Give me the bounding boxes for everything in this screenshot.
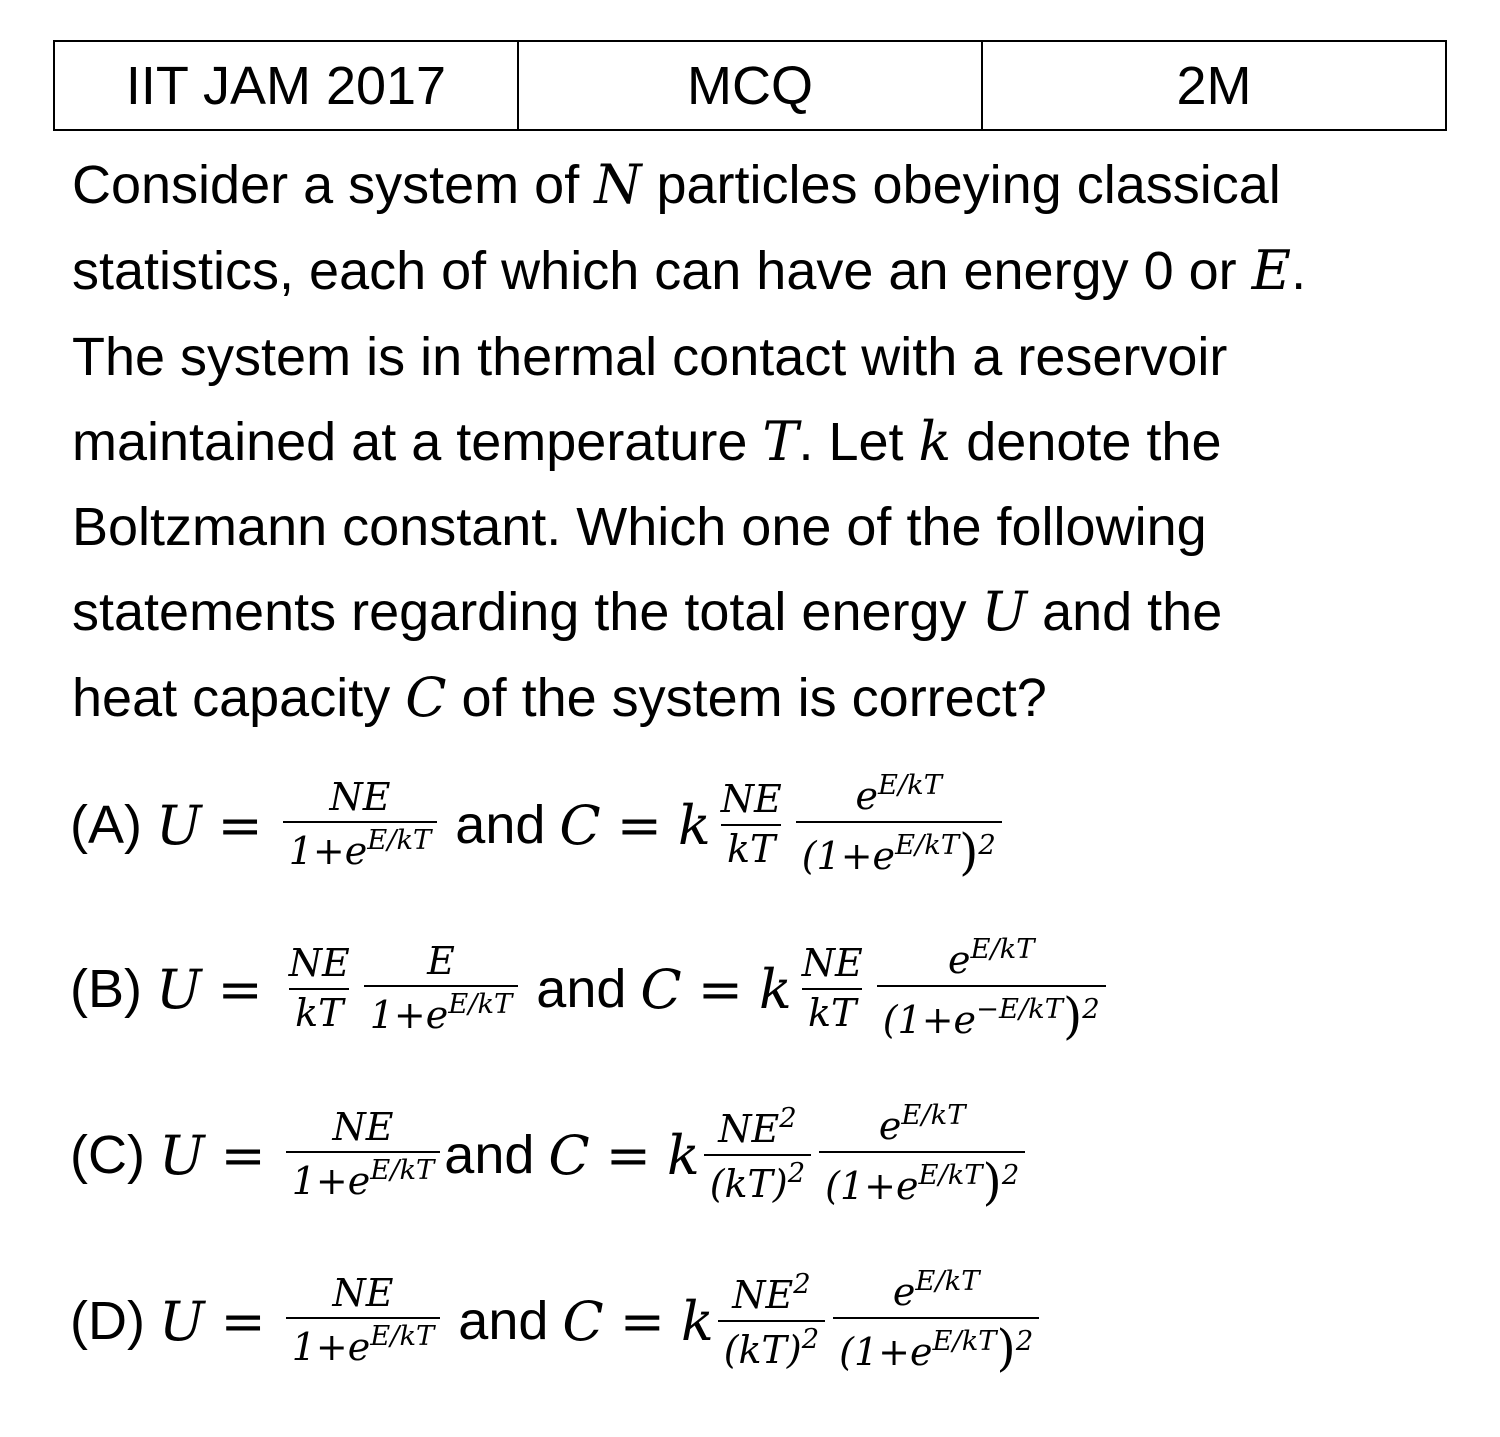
option-label: (D) bbox=[70, 1291, 145, 1351]
equals-sign: = bbox=[605, 1123, 651, 1187]
symbol-C: C bbox=[640, 957, 682, 1021]
and-word: and bbox=[458, 1291, 549, 1351]
capacity-fraction-1: $\frac{NE}{kT}$ bbox=[801, 941, 863, 1035]
var-k: k bbox=[918, 410, 952, 473]
symbol-U: U bbox=[155, 793, 202, 857]
option-label: (B) bbox=[70, 959, 142, 1019]
energy-fraction: $\frac{NE}{1+e^{E/kT}}$ bbox=[283, 778, 438, 873]
equals-sign: = bbox=[616, 793, 662, 857]
var-U: U bbox=[981, 580, 1028, 643]
option-label: (C) bbox=[70, 1125, 145, 1185]
var-E: E bbox=[1251, 239, 1292, 302]
var-N: N bbox=[594, 153, 642, 216]
question-line-4: maintained at a temperature T. Let k denote the bbox=[72, 410, 1222, 473]
equals-sign: = bbox=[619, 1289, 665, 1353]
symbol-U: U bbox=[155, 957, 202, 1021]
symbol-C: C bbox=[559, 793, 601, 857]
equals-sign: = bbox=[220, 1123, 266, 1187]
question-line-1: Consider a system of N particles obeying classical bbox=[72, 153, 1281, 216]
symbol-k: k bbox=[677, 793, 711, 857]
symbol-U: U bbox=[158, 1123, 205, 1187]
and-word: and bbox=[444, 1125, 535, 1185]
question-line-7: heat capacity C of the system is correct? bbox=[72, 666, 1047, 729]
symbol-k: k bbox=[758, 957, 792, 1021]
option-d[interactable] bbox=[70, 1246, 1043, 1396]
capacity-fraction-1: $\frac{NE^2}{(kT)^2}$ bbox=[718, 1271, 825, 1371]
symbol-U: U bbox=[158, 1289, 205, 1353]
question-line-2: statistics, each of which can have an energy 0 or E. bbox=[72, 239, 1307, 302]
question-line-3: The system is in thermal contact with a reservoir bbox=[72, 327, 1228, 387]
capacity-fraction-2: $\frac{e^{E/kT}}{(1+e^{E/kT})^2}$ bbox=[796, 772, 1002, 879]
capacity-fraction-2: $\frac{e^{E/kT}}{(1+e^{E/kT})^2}$ bbox=[819, 1102, 1025, 1209]
capacity-fraction-1: $\frac{NE}{kT}$ bbox=[720, 777, 782, 871]
option-label: (A) bbox=[70, 795, 142, 855]
symbol-C: C bbox=[548, 1123, 590, 1187]
energy-fraction: $\frac{E}{1+e^{E/kT}}$ bbox=[364, 942, 519, 1037]
equals-sign: = bbox=[217, 957, 263, 1021]
header-table bbox=[53, 40, 1447, 131]
option-b[interactable] bbox=[70, 914, 1110, 1064]
option-c[interactable] bbox=[70, 1080, 1029, 1230]
energy-fraction: $\frac{NE}{1+e^{E/kT}}$ bbox=[286, 1108, 441, 1203]
energy-prefactor: $\frac{NE}{kT}$ bbox=[288, 941, 350, 1035]
capacity-fraction-2: $\frac{e^{E/kT}}{(1+e^{-E/kT})^2}$ bbox=[877, 936, 1106, 1043]
symbol-k: k bbox=[680, 1289, 714, 1353]
symbol-k: k bbox=[666, 1123, 700, 1187]
energy-fraction: $\frac{NE}{1+e^{E/kT}}$ bbox=[286, 1274, 441, 1369]
option-a[interactable] bbox=[70, 750, 1006, 900]
and-word: and bbox=[536, 959, 627, 1019]
and-word: and bbox=[455, 795, 546, 855]
symbol-C: C bbox=[562, 1289, 604, 1353]
equals-sign: = bbox=[220, 1289, 266, 1353]
var-C: C bbox=[405, 666, 447, 729]
marks-cell: 2M bbox=[1176, 55, 1252, 116]
capacity-fraction-1: $\frac{NE^2}{(kT)^2}$ bbox=[704, 1105, 811, 1205]
equals-sign: = bbox=[697, 957, 743, 1021]
exam-cell: IIT JAM 2017 bbox=[55, 42, 519, 129]
question-line-5: Boltzmann constant. Which one of the following bbox=[72, 497, 1207, 557]
equals-sign: = bbox=[217, 793, 263, 857]
question-line-6: statements regarding the total energy U and the bbox=[72, 580, 1223, 643]
type-cell: MCQ bbox=[519, 42, 983, 129]
capacity-fraction-2: $\frac{e^{E/kT}}{(1+e^{E/kT})^2}$ bbox=[833, 1268, 1039, 1375]
var-T: T bbox=[762, 410, 799, 473]
